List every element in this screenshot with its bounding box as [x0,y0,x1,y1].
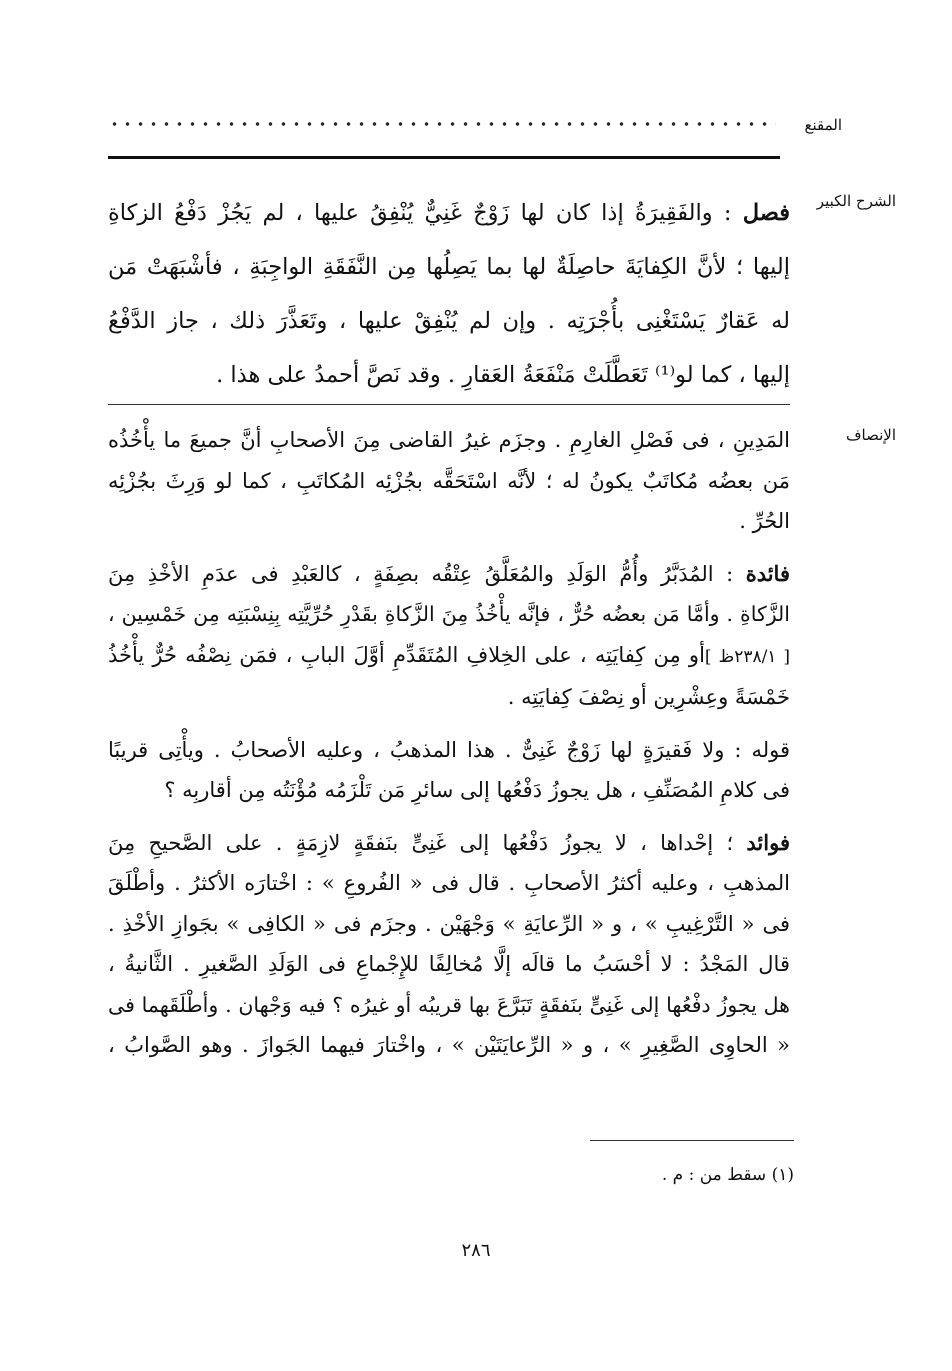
page-number: ٢٨٦ [461,1240,491,1261]
line-text: أو مِن كِفايَتِه ، على الخِلافِ المُتَقَدِّمِ أوَّلَ البابِ ، فمَن نِصْفُه حُرٌّ يأْخُذُ [108,642,705,667]
line-text: المذهبِ ، وعليه أكثرُ الأصحابِ . قال فى « الفُروعِ » : اخْتارَه الأكثرُ . وأطْلَقَ [108,871,790,895]
text-line [108,294,790,348]
paragraph [108,823,790,1066]
line-text: ؛ إحْداها ، لا يجوزُ دَفْعُها إلى غَنِىٍّ بنَفقَةٍ لازِمَةٍ . على الصَّحيحِ مِنَ [108,830,747,855]
text-line [108,770,790,811]
lead-word: فصل [742,200,790,226]
text-line [108,730,790,771]
running-header-title: المقنع [804,116,842,134]
line-text: هل يجوزُ دفْعُها إلى غَنِىٍّ بنَفقَةٍ تَبَرَّعَ بها قريبُه أو غيرُه ؟ فيه وَجْهان . وأطْلَقَهما فى [108,992,790,1017]
text-line [108,501,790,542]
line-text: الزَّكاةِ . وأمَّا مَن بعضُه حُرٌّ ، فإنَّه يأْخُذُ مِنَ الزَّكاةِ بقَدْرِ حُرِّيَّتِه بِنِسْبَتِه مِن خَمْسِين ، [108,602,790,626]
line-text: إليها ؛ لأنَّ الكِفايَةَ حاصِلَةٌ لها بما يَصِلُها مِن النَّفَقَةِ الواجِبَةِ ، فأشْبَهَتْ مَن [108,254,790,280]
text-line [108,863,790,904]
line-text: الحُرِّ . [739,509,790,533]
footnote-rule [590,1140,794,1141]
text-line [108,554,790,595]
sharh-section [108,186,790,402]
line-text: فى « التَّرْغِيبِ » ، و « الرِّعايَةِ » وَجْهَيْن . وجزَم فى « الكافِى » بجَوازِ الأخْذِ . [108,911,790,936]
header-dotted-line [108,118,776,130]
line-text: « الحاوِى الصَّغِيرِ » ، و « الرِّعايَتَيْن » ، واخْتارَ فيهما الجَوازَ . وهو الصَّوابُ ، [108,1033,790,1057]
line-text: قوله : ولا فَقيرَةٍ لها زَوْجٌ غَنِىٌّ . هذا المذهبُ ، وعليه الأصحابُ . ويأْتِى قريبًا [108,737,790,762]
text-line [108,420,790,461]
text-line [108,677,790,718]
footnote: (١) سقط من : م . [661,1165,794,1185]
text-line [108,348,790,402]
margin-label-insaf: الإنصاف [845,426,896,444]
line-text: له عَقارٌ يَسْتَغْنِى بأُجْرَتِه . وإن لم يُنْفِقْ عليها ، وتَعَذَّرَ ذلك ، جاز الدَّفْعُ [108,308,790,334]
line-text: قال المَجْدُ : لا أحْسَبُ ما قالَه إلَّا مُخالِفًا للإِجْماعِ فى الوَلَدِ الصَّغيرِ . الثَّانيةُ ، [108,952,790,976]
line-text: المَدِينِ ، فى فَصْلِ الغارِمِ . وجزَم غيرُ القاضى مِنَ الأصحابِ أنَّ جميعَ ما يأْخُذُه [108,428,790,452]
text-line [108,1025,790,1066]
paragraph [108,420,790,542]
paragraph [108,554,790,718]
insaf-section [108,420,790,1066]
text-line [108,635,790,678]
line-text: : والفَقِيرَةُ إذا كان لها زَوْجٌ غَنِيٌّ يُنْفِقُ عليها ، لم يَجُزْ دَفْعُ الزكاةِ [108,200,743,226]
manuscript-reference: [ ٢٣٨/١ظ ] [704,646,790,667]
text-line [108,186,790,240]
text-line [108,944,790,985]
line-text: : المُدَبَّرُ وأُمُّ الوَلَدِ والمُعَلَّقُ عِتْقُه بصِفَةٍ ، كالعَبْدِ فى عدَمِ الأخْذِ مِنَ [108,561,746,586]
header-rule [108,156,780,159]
line-text: مَن بعضُه مُكاتَبٌ يكونُ له ؛ لأنَّه اسْتَحَقَّه بجُزْئِه المُكاتَبِ ، كما لو وَرِثَ بجُزْئِه [108,468,790,493]
text-line [108,594,790,635]
line-text: إليها ، كما لو⁽¹⁾ تَعَطَّلَتْ مَنْفَعَةُ العَقارِ . وقد نَصَّ أحمدُ على هذا . [216,362,790,388]
section-divider [108,404,790,405]
lead-word: فائدة [745,560,790,586]
text-line [108,461,790,502]
line-text: خَمْسَةً وعِشْرِين أو نِصْفَ كِفايَتِه . [507,685,790,709]
text-line [108,985,790,1026]
text-line [108,823,790,864]
margin-label-sharh: الشرح الكبير [816,192,896,210]
text-line [108,904,790,945]
lead-word: فوائد [746,829,790,855]
paragraph [108,730,790,811]
text-line [108,240,790,294]
line-text: فى كلامِ المُصَنِّفِ ، هل يجوزُ دَفْعُها إلى سائرِ مَن تَلْزَمُه مُؤْنَتُه مِن أقاربِه ؟ [164,778,790,802]
